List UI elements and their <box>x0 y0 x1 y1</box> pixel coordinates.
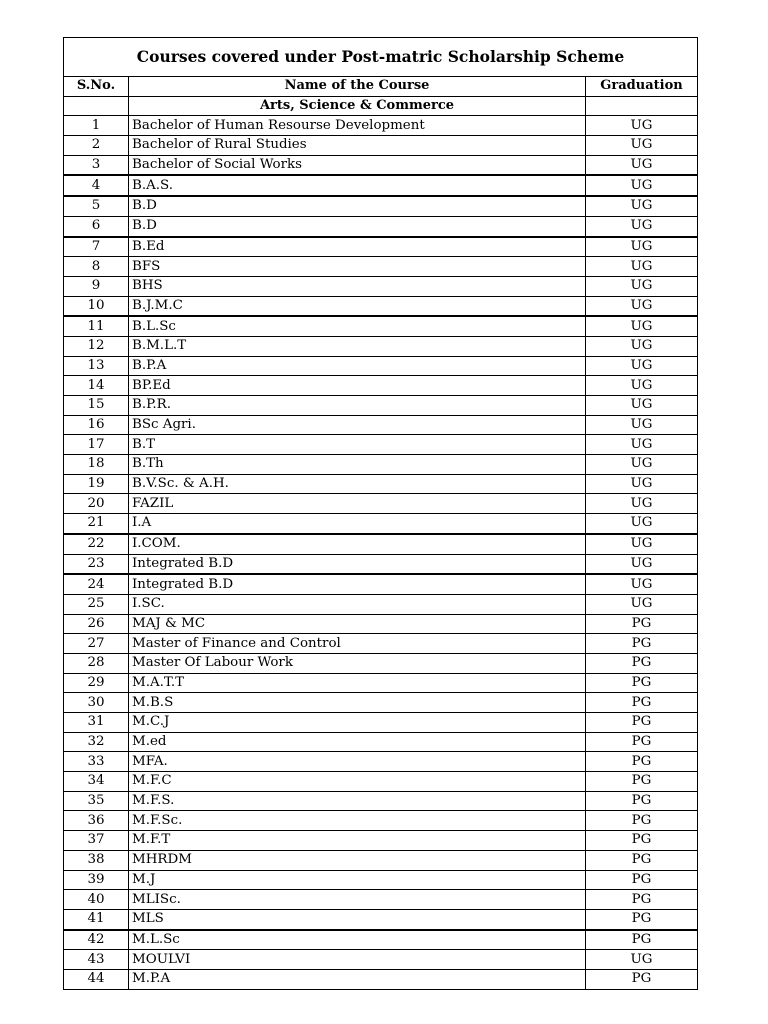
row-course-name-cell: M.J <box>129 870 586 890</box>
row-sno-cell: 15 <box>64 396 129 416</box>
row-sno-cell: 22 <box>64 534 129 554</box>
row-graduation-cell: PG <box>586 831 698 851</box>
row-course-name-cell: FAZIL <box>129 494 586 514</box>
row-sno-cell: 20 <box>64 494 129 514</box>
row-sno-cell: 36 <box>64 811 129 831</box>
table-row <box>64 136 698 156</box>
row-course-name-cell: B.Th <box>129 455 586 475</box>
row-course-name-cell: B.P.R. <box>129 396 586 416</box>
row-sno-cell: 30 <box>64 693 129 713</box>
table-row <box>64 116 698 136</box>
row-graduation-cell: PG <box>586 930 698 950</box>
table-row <box>64 732 698 752</box>
row-sno-cell: 7 <box>64 237 129 257</box>
row-sno-cell: 12 <box>64 336 129 356</box>
row-sno-cell: 9 <box>64 276 129 296</box>
table-row <box>64 653 698 673</box>
row-course-name-cell: M.F.C <box>129 772 586 792</box>
row-graduation-cell: PG <box>586 850 698 870</box>
row-course-name-cell: Master of Finance and Control <box>129 634 586 654</box>
row-sno-cell: 18 <box>64 455 129 475</box>
row-sno-cell: 42 <box>64 930 129 950</box>
header-row <box>64 77 698 97</box>
table-row <box>64 890 698 910</box>
row-sno-cell: 21 <box>64 514 129 534</box>
row-course-name-cell: M.F.S. <box>129 791 586 811</box>
row-sno-cell: 19 <box>64 474 129 494</box>
row-sno-cell: 2 <box>64 136 129 156</box>
row-sno-cell: 37 <box>64 831 129 851</box>
row-course-name-cell: BP.Ed <box>129 376 586 396</box>
table-row <box>64 673 698 693</box>
row-sno-cell: 35 <box>64 791 129 811</box>
row-graduation-cell: PG <box>586 634 698 654</box>
table-row <box>64 969 698 989</box>
row-graduation-cell: PG <box>586 870 698 890</box>
row-course-name-cell: I.SC. <box>129 594 586 614</box>
row-sno-cell: 38 <box>64 850 129 870</box>
row-course-name-cell: MHRDM <box>129 850 586 870</box>
row-course-name-cell: M.L.Sc <box>129 930 586 950</box>
table-row <box>64 870 698 890</box>
row-sno-cell: 13 <box>64 356 129 376</box>
row-course-name-cell: B.M.L.T <box>129 336 586 356</box>
row-course-name-cell: B.D <box>129 196 586 216</box>
row-graduation-cell: UG <box>586 554 698 574</box>
row-sno-cell: 14 <box>64 376 129 396</box>
row-graduation-cell: UG <box>586 396 698 416</box>
row-graduation-cell: UG <box>586 196 698 216</box>
table-row <box>64 396 698 416</box>
row-graduation-cell: UG <box>586 136 698 156</box>
row-sno-cell: 27 <box>64 634 129 654</box>
row-graduation-cell: UG <box>586 435 698 455</box>
table-row <box>64 574 698 594</box>
row-graduation-cell: UG <box>586 276 698 296</box>
row-course-name-cell: Master Of Labour Work <box>129 653 586 673</box>
row-sno-cell: 4 <box>64 175 129 196</box>
row-course-name-cell: MAJ & MC <box>129 614 586 634</box>
row-graduation-cell: UG <box>586 415 698 435</box>
table-row <box>64 155 698 175</box>
table-row <box>64 316 698 336</box>
table-row <box>64 276 698 296</box>
row-sno-cell: 8 <box>64 257 129 277</box>
row-sno-cell: 6 <box>64 216 129 236</box>
row-graduation-cell: UG <box>586 316 698 336</box>
row-course-name-cell: Integrated B.D <box>129 554 586 574</box>
table-row <box>64 594 698 614</box>
column-header-sno: S.No. <box>64 77 129 97</box>
row-graduation-cell: UG <box>586 376 698 396</box>
row-sno-cell: 31 <box>64 713 129 733</box>
table-row <box>64 494 698 514</box>
row-sno-cell: 23 <box>64 554 129 574</box>
row-sno-cell: 29 <box>64 673 129 693</box>
row-sno-cell: 17 <box>64 435 129 455</box>
row-graduation-cell: PG <box>586 732 698 752</box>
row-course-name-cell: BSc Agri. <box>129 415 586 435</box>
row-course-name-cell: B.D <box>129 216 586 236</box>
table-row <box>64 356 698 376</box>
row-course-name-cell: MOULVI <box>129 950 586 970</box>
row-graduation-cell: PG <box>586 909 698 929</box>
row-course-name-cell: B.J.M.C <box>129 296 586 316</box>
row-graduation-cell: UG <box>586 116 698 136</box>
row-course-name-cell: B.P.A <box>129 356 586 376</box>
table-row <box>64 196 698 216</box>
table-body <box>64 116 698 989</box>
section-blank-cell <box>64 96 129 116</box>
row-course-name-cell: M.F.Sc. <box>129 811 586 831</box>
table-row <box>64 752 698 772</box>
row-graduation-cell: UG <box>586 175 698 196</box>
table-row <box>64 831 698 851</box>
row-sno-cell: 44 <box>64 969 129 989</box>
row-sno-cell: 25 <box>64 594 129 614</box>
table-row <box>64 693 698 713</box>
section-row <box>64 96 698 116</box>
courses-table <box>63 37 698 990</box>
row-graduation-cell: UG <box>586 455 698 475</box>
row-graduation-cell: PG <box>586 614 698 634</box>
row-course-name-cell: B.T <box>129 435 586 455</box>
row-graduation-cell: UG <box>586 594 698 614</box>
table-row <box>64 930 698 950</box>
table-row <box>64 455 698 475</box>
row-graduation-cell: PG <box>586 693 698 713</box>
row-course-name-cell: B.V.Sc. & A.H. <box>129 474 586 494</box>
section-blank-cell <box>586 96 698 116</box>
row-graduation-cell: PG <box>586 969 698 989</box>
row-course-name-cell: Bachelor of Social Works <box>129 155 586 175</box>
table-row <box>64 336 698 356</box>
row-graduation-cell: PG <box>586 811 698 831</box>
row-graduation-cell: UG <box>586 216 698 236</box>
row-course-name-cell: B.Ed <box>129 237 586 257</box>
row-sno-cell: 26 <box>64 614 129 634</box>
row-sno-cell: 34 <box>64 772 129 792</box>
row-graduation-cell: PG <box>586 713 698 733</box>
row-course-name-cell: BFS <box>129 257 586 277</box>
table-row <box>64 713 698 733</box>
table-row <box>64 435 698 455</box>
table-row <box>64 296 698 316</box>
row-course-name-cell: Integrated B.D <box>129 574 586 594</box>
row-course-name-cell: M.A.T.T <box>129 673 586 693</box>
row-sno-cell: 16 <box>64 415 129 435</box>
row-course-name-cell: Bachelor of Human Resourse Development <box>129 116 586 136</box>
row-course-name-cell: M.B.S <box>129 693 586 713</box>
row-graduation-cell: UG <box>586 474 698 494</box>
page-title: Courses covered under Post-matric Scholarship Scheme <box>64 38 698 77</box>
table-row <box>64 415 698 435</box>
title-row <box>64 38 698 77</box>
row-course-name-cell: M.C.J <box>129 713 586 733</box>
row-course-name-cell: M.F.T <box>129 831 586 851</box>
row-graduation-cell: UG <box>586 237 698 257</box>
row-sno-cell: 40 <box>64 890 129 910</box>
row-graduation-cell: PG <box>586 890 698 910</box>
column-header-name: Name of the Course <box>129 77 586 97</box>
row-sno-cell: 32 <box>64 732 129 752</box>
table-row <box>64 474 698 494</box>
column-header-graduation: Graduation <box>586 77 698 97</box>
row-sno-cell: 28 <box>64 653 129 673</box>
row-graduation-cell: UG <box>586 950 698 970</box>
table-row <box>64 376 698 396</box>
row-course-name-cell: M.P.A <box>129 969 586 989</box>
row-graduation-cell: PG <box>586 772 698 792</box>
row-course-name-cell: M.ed <box>129 732 586 752</box>
row-course-name-cell: I.A <box>129 514 586 534</box>
row-course-name-cell: MLISc. <box>129 890 586 910</box>
row-graduation-cell: PG <box>586 752 698 772</box>
row-graduation-cell: UG <box>586 514 698 534</box>
row-graduation-cell: PG <box>586 673 698 693</box>
table-row <box>64 514 698 534</box>
row-sno-cell: 3 <box>64 155 129 175</box>
table-row <box>64 237 698 257</box>
row-course-name-cell: MLS <box>129 909 586 929</box>
row-graduation-cell: PG <box>586 653 698 673</box>
row-sno-cell: 10 <box>64 296 129 316</box>
row-sno-cell: 39 <box>64 870 129 890</box>
row-sno-cell: 1 <box>64 116 129 136</box>
table-row <box>64 534 698 554</box>
row-graduation-cell: UG <box>586 155 698 175</box>
row-sno-cell: 33 <box>64 752 129 772</box>
row-graduation-cell: UG <box>586 574 698 594</box>
table-row <box>64 554 698 574</box>
table-row <box>64 772 698 792</box>
table-row <box>64 811 698 831</box>
row-course-name-cell: BHS <box>129 276 586 296</box>
table-row <box>64 909 698 929</box>
table-row <box>64 634 698 654</box>
row-sno-cell: 41 <box>64 909 129 929</box>
table-row <box>64 791 698 811</box>
row-sno-cell: 43 <box>64 950 129 970</box>
table-row <box>64 216 698 236</box>
row-graduation-cell: UG <box>586 257 698 277</box>
table-row <box>64 950 698 970</box>
table-row <box>64 257 698 277</box>
row-graduation-cell: PG <box>586 791 698 811</box>
row-sno-cell: 5 <box>64 196 129 216</box>
section-label: Arts, Science & Commerce <box>129 96 586 116</box>
row-graduation-cell: UG <box>586 296 698 316</box>
row-course-name-cell: I.COM. <box>129 534 586 554</box>
table-row <box>64 614 698 634</box>
row-course-name-cell: Bachelor of Rural Studies <box>129 136 586 156</box>
table-row <box>64 850 698 870</box>
row-graduation-cell: UG <box>586 494 698 514</box>
table-row <box>64 175 698 196</box>
row-graduation-cell: UG <box>586 336 698 356</box>
row-course-name-cell: B.L.Sc <box>129 316 586 336</box>
row-sno-cell: 11 <box>64 316 129 336</box>
row-sno-cell: 24 <box>64 574 129 594</box>
row-course-name-cell: MFA. <box>129 752 586 772</box>
row-graduation-cell: UG <box>586 356 698 376</box>
row-course-name-cell: B.A.S. <box>129 175 586 196</box>
row-graduation-cell: UG <box>586 534 698 554</box>
